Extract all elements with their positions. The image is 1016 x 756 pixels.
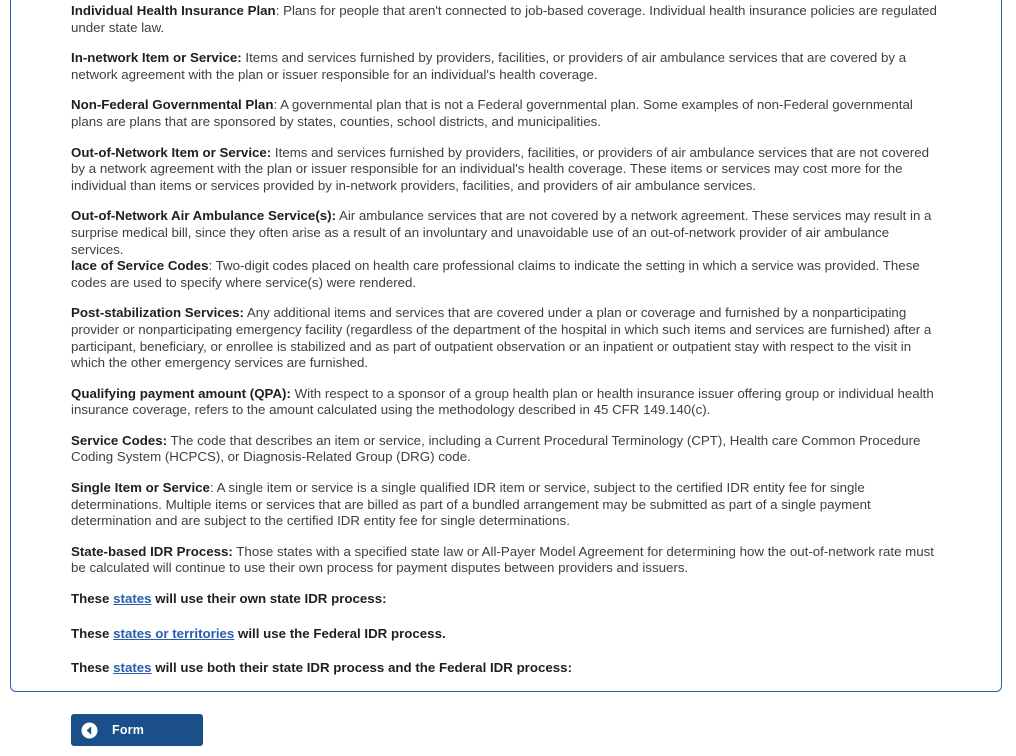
idr-process-line xyxy=(71,660,941,677)
glossary-term-body: Air ambulance services that are not covered by a network agreement. These services may result in a surprise medical bill, since they often arise as a result of an involuntary and unavoidable use of an out-of-network provider of air ambulance services. xyxy=(71,208,932,257)
glossary-term-body: : A single item or service is a single qualified IDR item or service, subject to the certified IDR entity fee for single determinations. Multiple items or services that are billed as part of a bundled arrangement may be submitted as part of a single payment determination and are subject to the certified IDR entity fee for single determinations. xyxy=(71,480,871,529)
glossary-term-body: : Two-digit codes placed on health care professional claims to indicate the setting in which a service was provided. These codes are used to specify where service(s) were rendered. xyxy=(71,258,920,290)
glossary-term-title: Single Item or Service xyxy=(71,480,210,496)
glossary-term xyxy=(71,208,941,291)
glossary-term xyxy=(71,480,941,530)
idr-line-prefix: These xyxy=(71,660,114,676)
glossary-term-body: Items and services furnished by providers, facilities, or providers of air ambulance services that are covered by a network agreement with the plan or issuer responsible for an individual's health coverage. xyxy=(71,50,907,82)
glossary-term xyxy=(71,305,941,371)
idr-line-prefix: These xyxy=(71,625,114,641)
idr-line-suffix: will use the Federal IDR process. xyxy=(234,625,446,641)
glossary-term-title: Post-stabilization Services: xyxy=(71,305,244,321)
idr-process-line xyxy=(71,626,941,643)
glossary-content xyxy=(11,0,1001,692)
glossary-term-title: Qualifying payment amount (QPA): xyxy=(71,385,291,401)
glossary-term-title: In-network Item or Service: xyxy=(71,50,242,66)
glossary-term-title: Individual Health Insurance Plan xyxy=(71,3,276,18)
idr-line-prefix: These xyxy=(71,591,114,607)
glossary-term-title: Service Codes: xyxy=(71,432,168,448)
form-button-label: Form xyxy=(112,723,145,737)
glossary-term xyxy=(71,386,941,419)
glossary-term-title: Out-of-Network Item or Service: xyxy=(71,144,272,160)
glossary-term-body: Those states with a specified state law or All-Payer Model Agreement for determining how the out-of-network rate must be calculated will continue to use their own process for payment disputes between providers and issuers. xyxy=(71,543,934,576)
glossary-term xyxy=(71,97,941,130)
glossary-term-title: Non-Federal Governmental Plan xyxy=(71,97,274,113)
glossary-term xyxy=(71,433,941,466)
glossary-term-body: The code that describes an item or service, including a Current Procedural Terminology (CPT), Health care Common Procedure Coding System (HCPCS), or Diagnosis-Related Group (DRG) code. xyxy=(71,432,921,465)
glossary-term-title: Out-of-Network Air Ambulance Service(s): xyxy=(71,208,336,224)
glossary-term xyxy=(71,145,941,195)
idr-process-line xyxy=(71,591,941,608)
glossary-term xyxy=(71,544,941,577)
glossary-term-title: State-based IDR Process: xyxy=(71,543,233,559)
glossary-panel xyxy=(10,0,1002,692)
glossary-term-body: Any additional items and services that are covered under a plan or coverage and furnished by a nonparticipating provider or nonparticipating emergency facility (regardless of the department of the hospital in which such items and services are furnished) after a participant, beneficiary, or enrollee is stabilized and as part of outpatient observation or an inpatient or outpatient stay with respect to the visit in which the other emergency services are furnished. xyxy=(71,305,932,371)
circle-left-arrow-icon xyxy=(81,722,98,739)
idr-line-suffix: will use both their state IDR process and the Federal IDR process: xyxy=(151,660,572,676)
glossary-term-body: Items and services furnished by providers, facilities, or providers of air ambulance services that are not covered by a network agreement with the plan or issuer responsible for an individual's health coverage. These items or services may cost more for the individual than items or services provided by in-network providers, facilities, and providers of air ambulance services. xyxy=(71,144,929,193)
glossary-term-body: With respect to a sponsor of a group health plan or health insurance issuer offering group or individual health insurance coverage, refers to the amount calculated using the methodology described in 45 CFR 149.140(c). xyxy=(71,385,934,418)
glossary-term-body: : Plans for people that aren't connected to job-based coverage. Individual health insurance policies are regulated under state law. xyxy=(71,3,937,35)
glossary-term-body: : A governmental plan that is not a Federal governmental plan. Some examples of non-Federal governmental plans are plans that are sponsored by states, counties, school districts, and municipalities. xyxy=(71,97,913,129)
footer-bar xyxy=(0,700,1016,756)
glossary-term xyxy=(71,50,941,83)
states-link[interactable]: states xyxy=(113,591,152,607)
idr-line-suffix: will use their own state IDR process: xyxy=(151,591,387,607)
states-link[interactable]: states xyxy=(113,660,152,676)
states-or-territories-link[interactable]: states or territories xyxy=(113,625,235,641)
glossary-term-title: lace of Service Codes xyxy=(71,258,209,274)
glossary-term xyxy=(71,3,941,36)
form-button[interactable] xyxy=(71,714,203,746)
